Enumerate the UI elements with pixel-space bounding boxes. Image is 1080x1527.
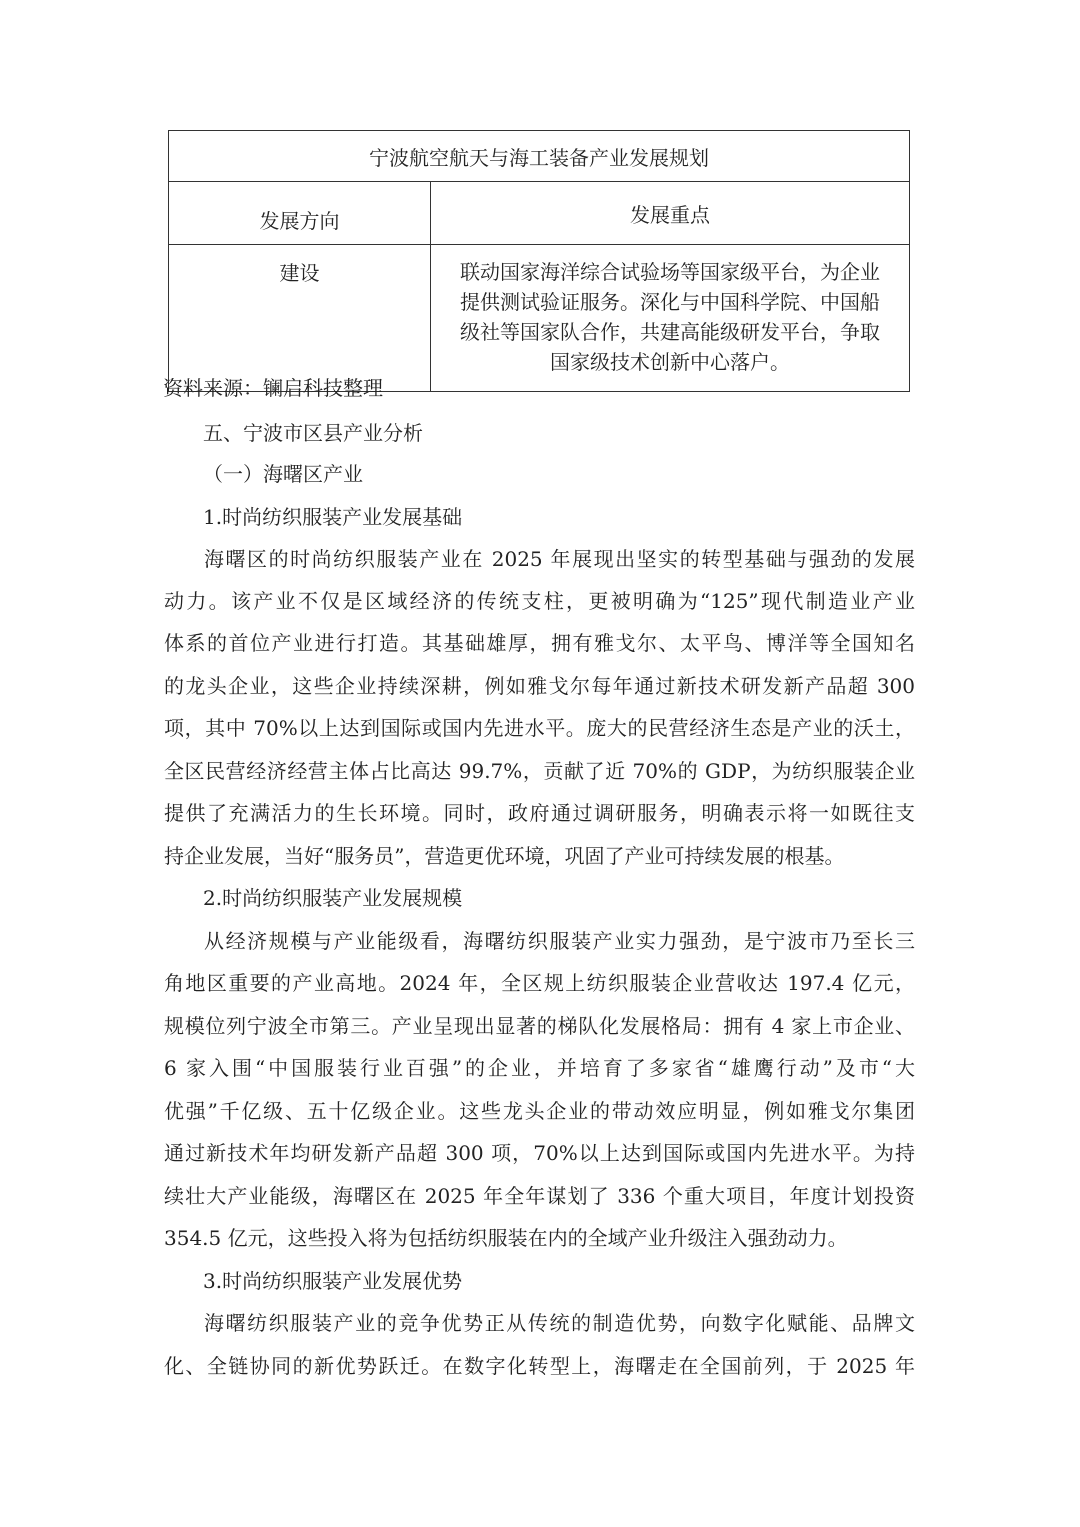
paragraph-line: 角地区重要的产业高地。2024 年，全区规上纺织服装企业营收达 197.4 亿元， (164, 971, 915, 995)
paragraph-line: 规模位列宁波全市第三。产业呈现出显著的梯队化发展格局：拥有 4 家上市企业、 (164, 1014, 915, 1038)
item3-heading: 3.时尚纺织服装产业发展优势 (203, 1269, 463, 1293)
paragraph-line: 的龙头企业，这些企业持续深耕，例如雅戈尔每年通过新技术研发新产品超 300 (164, 674, 915, 698)
paragraph-line: 动力。该产业不仅是区域经济的传统支柱，更被明确为“125”现代制造业产业 (164, 589, 915, 613)
focus-line: 联动国家海洋综合试验场等国家级平台，为企业 (460, 260, 880, 284)
section-heading: 五、宁波市区县产业分析 (203, 421, 423, 445)
paragraph-line: 全区民营经济经营主体占比高达 99.7%，贡献了近 70%的 GDP，为纺织服装企业 (164, 759, 915, 783)
item2-heading: 2.时尚纺织服装产业发展规模 (203, 886, 463, 910)
paragraph-line: 354.5 亿元，这些投入将为包括纺织服装在内的全域产业升级注入强劲动力。 (164, 1226, 848, 1250)
paragraph-line: 提供了充满活力的生长环境。同时，政府通过调研服务，明确表示将一如既往支 (164, 801, 915, 825)
paragraph-line: 持企业发展，当好“服务员”，营造更优环境，巩固了产业可持续发展的根基。 (164, 844, 845, 868)
paragraph-line: 项，其中 70%以上达到国际或国内先进水平。庞大的民营经济生态是产业的沃土， (164, 716, 915, 740)
item1-heading: 1.时尚纺织服装产业发展基础 (203, 505, 463, 529)
focus-line: 国家级技术创新中心落户。 (550, 350, 790, 374)
paragraph-line: 续壮大产业能级，海曙区在 2025 年全年谋划了 336 个重大项目，年度计划投资 (164, 1184, 915, 1208)
table-title: 宁波航空航天与海工装备产业发展规划 (169, 131, 910, 182)
focus-line: 级社等国家队合作，共建高能级研发平台，争取 (460, 320, 880, 344)
table-header-focus: 发展重点 (431, 182, 910, 245)
paragraph-line: 6 家入围“中国服装行业百强”的企业，并培育了多家省“雄鹰行动”及市“大 (164, 1056, 915, 1080)
paragraph-line: 海曙区的时尚纺织服装产业在 2025 年展现出坚实的转型基础与强劲的发展 (204, 547, 915, 571)
table-cell-focus (431, 245, 910, 392)
plan-table (168, 130, 910, 392)
paragraph-line: 化、全链协同的新优势跃迁。在数字化转型上，海曙走在全国前列，于 2025 年 (164, 1354, 915, 1378)
paragraph-line: 从经济规模与产业能级看，海曙纺织服装产业实力强劲，是宁波市乃至长三 (204, 929, 915, 953)
table-header-direction: 发展方向 (169, 182, 431, 245)
table-cell-direction: 建设 (169, 245, 431, 392)
paragraph-line: 体系的首位产业进行打造。其基础雄厚，拥有雅戈尔、太平鸟、博洋等全国知名 (164, 631, 915, 655)
focus-line: 提供测试验证服务。深化与中国科学院、中国船 (460, 290, 880, 314)
sub-heading: （一）海曙区产业 (203, 462, 363, 486)
paragraph-line: 通过新技术年均研发新产品超 300 项，70%以上达到国际或国内先进水平。为持 (164, 1141, 915, 1165)
source-note: 资料来源：镧启科技整理 (163, 376, 383, 400)
paragraph-line: 海曙纺织服装产业的竞争优势正从传统的制造优势，向数字化赋能、品牌文 (204, 1311, 915, 1335)
paragraph-line: 优强”千亿级、五十亿级企业。这些龙头企业的带动效应明显，例如雅戈尔集团 (164, 1099, 915, 1123)
